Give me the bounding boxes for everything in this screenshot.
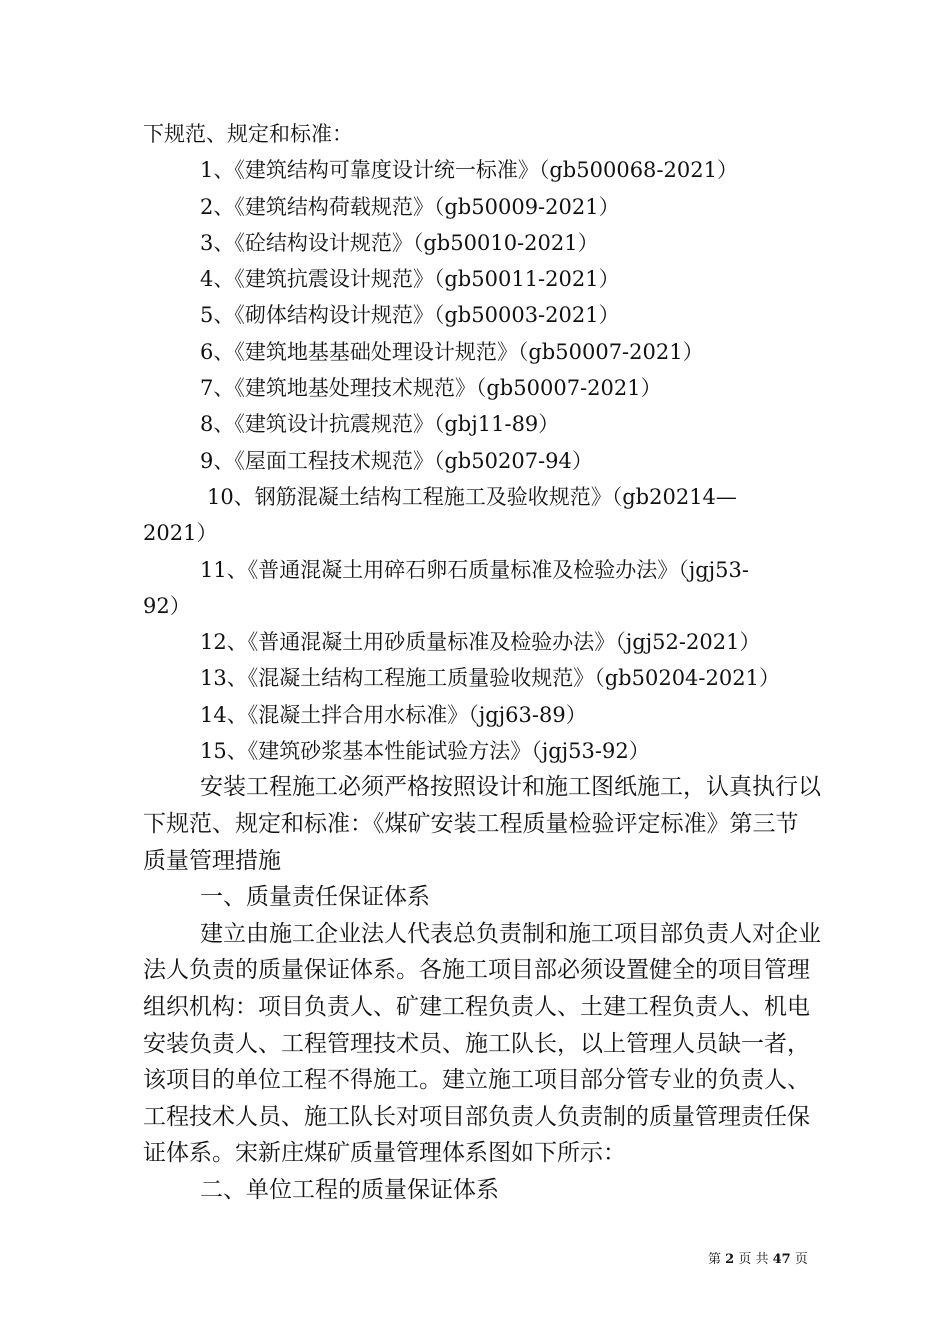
standard-item-3: 3、《砼结构设计规范》（gb50010-2021） [200, 230, 599, 255]
page-footer [708, 1248, 808, 1267]
paragraph-line: 该项目的单位工程不得施工。建立施工项目部分管专业的负责人、 [143, 1067, 810, 1094]
standard-item-5: 5、《砌体结构设计规范》（gb50003-2021） [200, 303, 620, 328]
standard-item-10-cont: 2021） [143, 521, 218, 546]
standard-item-2: 2、《建筑结构荷载规范》（gb50009-2021） [200, 194, 620, 219]
standard-item-6: 6、《建筑地基基础处理设计规范》（gb50007-2021） [200, 339, 704, 364]
standard-item-9: 9、《屋面工程技术规范》（gb50207-94） [200, 448, 593, 473]
paragraph-line: 组织机构：项目负责人、矿建工程负责人、土建工程负责人、机电 [143, 993, 810, 1020]
footer-middle: 页 共 [738, 1252, 769, 1267]
standard-item-12: 12、《普通混凝土用砂质量标准及检验办法》（jgj52-2021） [200, 630, 761, 655]
section-heading: 一、质量责任保证体系 [200, 884, 430, 911]
standard-item-1: 1、《建筑结构可靠度设计统一标准》（gb500068-2021） [200, 158, 738, 183]
standard-item-11-cont: 92） [143, 593, 191, 618]
paragraph-line: 质量管理措施 [143, 847, 281, 874]
standard-item-15: 15、《建筑砂浆基本性能试验方法》（jgj53-92） [200, 739, 650, 764]
footer-page-number: 2 [725, 1252, 735, 1267]
footer-total-pages: 47 [772, 1252, 791, 1267]
paragraph-line: 安装负责人、工程管理技术员、施工队长，以上管理人员缺一者， [143, 1030, 810, 1057]
standard-item-10: 10、钢筋混凝土结构工程施工及验收规范》（gb20214— [207, 484, 737, 509]
standard-item-8: 8、《建筑设计抗震规范》（gbj11-89） [200, 412, 560, 437]
text-line: 下规范、规定和标准： [143, 122, 353, 146]
standard-item-13: 13、《混凝土结构工程施工质量验收规范》（gb50204-2021） [200, 666, 780, 691]
footer-suffix: 页 [794, 1252, 808, 1267]
document-body [143, 116, 821, 1208]
paragraph-line: 建立由施工企业法人代表总负责制和施工项目部负责人对企业 [200, 920, 821, 947]
section-heading: 二、单位工程的质量保证体系 [200, 1176, 499, 1203]
standard-item-4: 4、《建筑抗震设计规范》（gb50011-2021） [200, 267, 620, 292]
standard-item-7: 7、《建筑地基处理技术规范》（gb50007-2021） [200, 376, 662, 401]
standard-item-11: 11、《普通混凝土用碎石卵石质量标准及检验办法》（jgj53- [200, 557, 750, 582]
paragraph-line: 工程技术人员、施工队长对项目部负责人负责制的质量管理责任保 [143, 1103, 810, 1130]
footer-prefix: 第 [708, 1252, 722, 1267]
paragraph-line: 法人负责的质量保证体系。各施工项目部必须设置健全的项目管理 [143, 957, 810, 984]
paragraph-line: 下规范、规定和标准：《煤矿安装工程质量检验评定标准》第三节 [143, 810, 799, 837]
paragraph-line: 证体系。宋新庄煤矿质量管理体系图如下所示： [143, 1140, 626, 1167]
paragraph-line: 安装工程施工必须严格按照设计和施工图纸施工，认真执行以 [200, 774, 821, 801]
standard-item-14: 14、《混凝土拌合用水标准》（jgj63-89） [200, 702, 587, 727]
